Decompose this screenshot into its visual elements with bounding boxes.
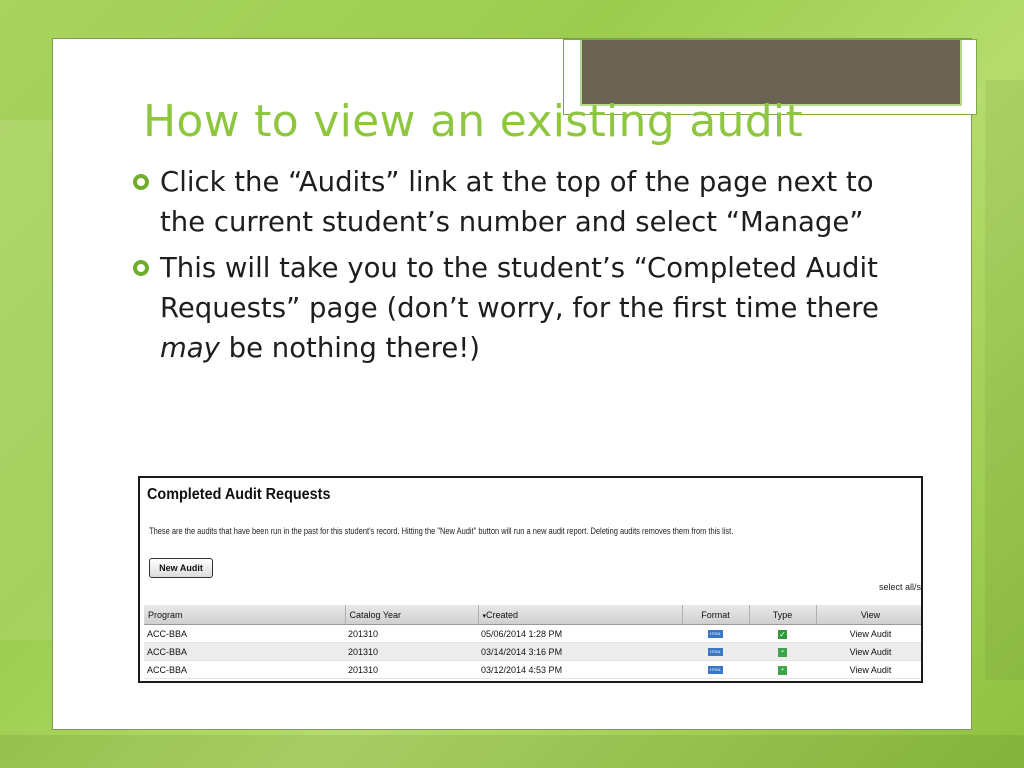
html-format-icon[interactable]: HTML [708, 630, 723, 638]
bullet-text: Click the “Audits” link at the top of the page next to the current student’s number and select “Manage” [160, 166, 874, 238]
background-band [0, 735, 1024, 768]
bullet-emphasis: may [160, 332, 220, 364]
audit-requests-screenshot [138, 476, 923, 683]
bullet-item [133, 162, 903, 242]
cell-type [749, 625, 816, 643]
cell-format [682, 661, 749, 679]
bullet-ring-icon [133, 174, 149, 190]
bullet-text: be nothing there!) [219, 332, 481, 364]
cell-program: ACC-BBA [144, 661, 345, 679]
cell-created: 05/06/2014 1:28 PM [478, 625, 682, 643]
cell-format [682, 625, 749, 643]
view-audit-link[interactable]: View Audit [816, 625, 923, 643]
cell-program: ACC-BBA [144, 643, 345, 661]
html-format-icon[interactable]: HTML [708, 648, 723, 656]
bullet-ring-icon [133, 260, 149, 276]
cell-type [749, 643, 816, 661]
cell-catalog-year: 201310 [345, 643, 478, 661]
view-audit-link[interactable]: View Audit [816, 661, 923, 679]
sort-descending-icon: ▾ [482, 612, 487, 620]
pdf-icon: ▪ [778, 648, 787, 657]
html-format-icon[interactable]: HTML [708, 666, 723, 674]
table-row [144, 661, 923, 679]
table-row [144, 643, 923, 661]
new-audit-button[interactable]: New Audit [149, 558, 213, 578]
pdf-icon: ▪ [778, 666, 787, 675]
column-header-created[interactable] [478, 605, 682, 625]
background-band [0, 120, 60, 640]
column-header-label: Created [486, 609, 519, 620]
column-header-program[interactable]: Program [144, 605, 345, 625]
cell-catalog-year: 201310 [345, 625, 478, 643]
slide-title: How to view an existing audit [143, 96, 803, 147]
table-row [144, 625, 923, 643]
view-audit-link[interactable]: View Audit [816, 643, 923, 661]
background-band [985, 80, 1024, 680]
checkmark-icon: ✓ [779, 629, 786, 639]
bullet-item [133, 248, 903, 368]
bullet-text: This will take you to the student’s “Completed Audit Requests” page (don’t worry, for the first time there [160, 252, 879, 324]
column-header-type[interactable]: Type [749, 605, 816, 625]
table-header-row [144, 605, 923, 625]
page-description: These are the audits that have been run in the past for this student's record. Hitting the "New Audit" button will run a new audit report. Deleting audits removes them from this list. [149, 526, 734, 536]
cell-type [749, 661, 816, 679]
select-all-link[interactable]: select all/s [878, 582, 921, 592]
audits-table [144, 605, 923, 679]
column-header-catalog-year[interactable]: Catalog Year [345, 605, 478, 625]
page-title: Completed Audit Requests [147, 486, 331, 503]
column-header-view[interactable]: View [816, 605, 923, 625]
cell-created: 03/12/2014 4:53 PM [478, 661, 682, 679]
cell-format [682, 643, 749, 661]
bullet-list [133, 162, 903, 374]
cell-program: ACC-BBA [144, 625, 345, 643]
column-header-format[interactable]: Format [682, 605, 749, 625]
cell-catalog-year: 201310 [345, 661, 478, 679]
cell-created: 03/14/2014 3:16 PM [478, 643, 682, 661]
